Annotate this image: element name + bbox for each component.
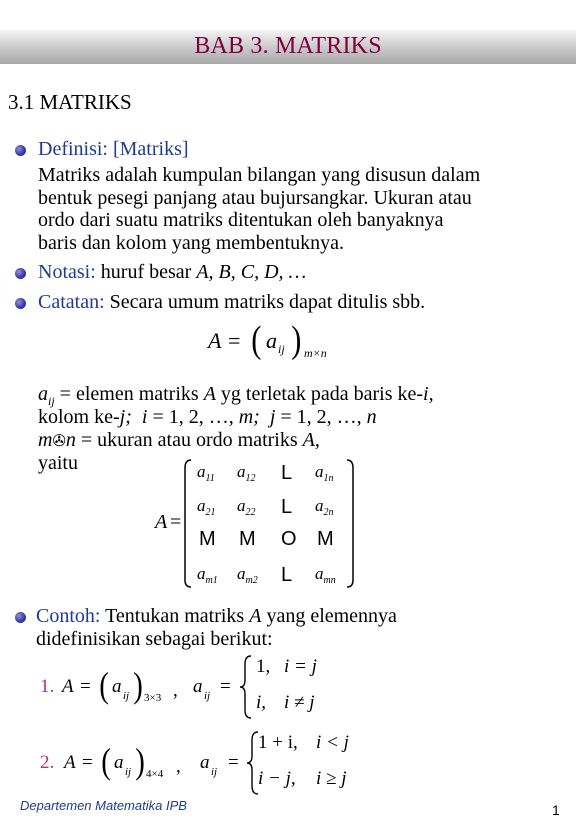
case-value: i, (256, 692, 267, 713)
bullet-icon (15, 268, 26, 279)
explain-text: = 1, 2, …, (152, 406, 234, 428)
matrix-cell (237, 564, 258, 584)
matrix-cell (197, 564, 218, 584)
matrix-elem: a (237, 564, 246, 583)
matrix-cell: L (281, 496, 293, 518)
section-title: 3.1 MATRIKS (8, 90, 132, 114)
bullet-icon (15, 145, 26, 156)
matrix-elem: a (237, 462, 246, 481)
ex2-eq: = (82, 752, 93, 773)
explain-var: m (38, 429, 53, 451)
matrix-eq: = (170, 511, 182, 533)
aij-var: a (38, 383, 48, 405)
bullet-icon (15, 612, 26, 623)
example-text: Tentukan matriks (105, 605, 245, 627)
matrix-cell: M (199, 528, 216, 550)
matrix-elem-sub: 2n (323, 507, 334, 518)
note-label: Catatan: (38, 291, 105, 313)
ex2-a-sub: ij (211, 766, 218, 778)
matrix-cell (237, 496, 256, 516)
definition-line: ordo dari suatu matriks ditentukan oleh banyaknya (38, 209, 444, 231)
matrix-cell (197, 496, 216, 516)
matrix-cell: L (281, 564, 293, 586)
ex1-eq: = (80, 676, 91, 697)
notation-text: huruf besar (100, 261, 192, 283)
matrix-cell (315, 462, 334, 482)
matrix-elem: a (197, 564, 206, 583)
matrix-cell (315, 496, 334, 516)
ex1-elem: a (112, 676, 122, 697)
left-paren: ( (101, 741, 111, 781)
formula-lhs: A (208, 328, 222, 353)
ex1-size-sub: 3×3 (144, 692, 162, 704)
notation-vars: A, B, C, D, … (196, 261, 307, 283)
matrix-elem: a (197, 462, 206, 481)
matrix-cell (197, 462, 215, 482)
aij-sub: ij (48, 394, 55, 408)
explain-var: A, (302, 429, 320, 451)
general-matrix (155, 456, 355, 591)
explain-var: n (366, 406, 377, 428)
ex1-elem-sub: ij (123, 690, 130, 702)
matrix-cell (237, 462, 256, 482)
ex2-size-sub: 4×4 (146, 768, 164, 780)
times-symbol: ✇ (52, 433, 66, 450)
left-paren: ( (251, 319, 262, 361)
example-label: Contoh: (36, 605, 101, 627)
definition-line: Matriks adalah kumpulan bilangan yang disusun dalam (38, 164, 481, 186)
case-condition: i = j (284, 656, 317, 677)
matrix-elem-sub: m2 (245, 575, 258, 586)
matrix-elem: a (237, 496, 246, 515)
brace-icon (238, 654, 254, 720)
matrix-cell: M (317, 528, 334, 550)
notation-line (38, 260, 306, 284)
page-number: 1 (552, 802, 560, 818)
matrix-cell: L (281, 462, 293, 484)
ex2-elem: a (114, 752, 124, 773)
example-1 (40, 652, 380, 722)
right-paren: ) (133, 665, 143, 705)
explain-text: kolom ke- (38, 406, 120, 428)
matrix-elem-sub: mn (323, 575, 336, 586)
left-paren: ( (99, 665, 109, 705)
explain-line-4: yaitu (38, 452, 78, 474)
matrix-elem-sub: m1 (205, 575, 218, 586)
case-value: i − j, (258, 768, 296, 789)
matrix-elem: a (315, 564, 324, 583)
explain-var: n (65, 429, 76, 451)
note-line (38, 290, 425, 314)
bullet-icon (15, 298, 26, 309)
case-condition: i < j (316, 732, 349, 753)
matrix-cell (315, 564, 336, 584)
ex2-a: a (200, 752, 210, 773)
ex2-eq2: = (228, 752, 239, 773)
explain-line-2 (38, 405, 377, 429)
example-number: 2. (40, 752, 55, 773)
matrix-elem-sub: 1n (323, 473, 334, 484)
ex2-lhs: A (64, 752, 76, 773)
formula-eq: = (228, 328, 241, 353)
matrix-elem: a (315, 496, 324, 515)
case-value: 1, (256, 656, 271, 677)
matrix-cell: M (239, 528, 256, 550)
example-line-2: didefinisikan sebagai berikut: (36, 628, 273, 650)
matrix-elem: a (197, 496, 206, 515)
example-2 (40, 728, 380, 798)
matrix-elem-sub: 11 (205, 473, 215, 484)
notation-label: Notasi: (38, 261, 96, 283)
general-formula (208, 319, 348, 362)
explain-var: m; (238, 406, 260, 428)
ex2-elem-sub: ij (125, 766, 132, 778)
example-var: A (249, 605, 262, 627)
matrix-elem: a (315, 462, 324, 481)
ex1-a: a (193, 676, 203, 697)
footer-text: Departemen Matematika IPB (20, 798, 187, 813)
definition-label: Definisi: [Matriks] (38, 138, 189, 160)
explain-line-3 (38, 428, 320, 454)
case-condition: i ≥ j (316, 768, 347, 789)
explain-var: i (141, 406, 148, 428)
ex1-a-sub: ij (204, 690, 211, 702)
formula-elem: a (266, 328, 277, 353)
ex1-lhs: A (62, 676, 74, 697)
explain-text: = 1, 2, …, (280, 406, 362, 428)
matrix-elem-sub: 21 (205, 507, 216, 518)
explain-text: = elemen matriks (59, 383, 199, 405)
matrix-elem-sub: 22 (245, 507, 256, 518)
example-text: yang elemennya (266, 605, 397, 627)
explain-var: j; (119, 406, 132, 428)
matrix-elem-sub: 12 (245, 473, 256, 484)
example-number: 1. (40, 676, 55, 697)
explain-text: = ukuran atau ordo matriks (80, 429, 298, 451)
comma: , (176, 756, 181, 777)
formula-elem-sub: ij (278, 342, 285, 356)
comma: , (173, 680, 178, 701)
matrix-cell: O (281, 528, 297, 550)
ex1-eq2: = (220, 676, 231, 697)
explain-var: A (203, 383, 216, 405)
definition-line: bentuk pesegi panjang atau bujursangkar. Ukuran atau (38, 186, 472, 209)
definition-body (38, 164, 480, 254)
right-paren: ) (135, 741, 145, 781)
explain-text: yg terletak pada baris ke- (220, 383, 424, 405)
formula-size-sub: m×n (304, 346, 327, 360)
right-paren: ) (291, 319, 302, 361)
definition-line: baris dan kolom yang membentuknya. (38, 231, 345, 254)
case-condition: i ≠ j (284, 692, 315, 713)
example-line-1 (36, 604, 397, 628)
page-title: BAB 3. MATRIKS (194, 33, 382, 59)
matrix-lhs: A (155, 511, 168, 533)
explain-var: j (269, 406, 276, 428)
note-text: Secara umum matriks dapat ditulis sbb. (109, 291, 426, 313)
case-value: 1 + i, (258, 732, 298, 753)
explain-var: i, (423, 383, 434, 405)
